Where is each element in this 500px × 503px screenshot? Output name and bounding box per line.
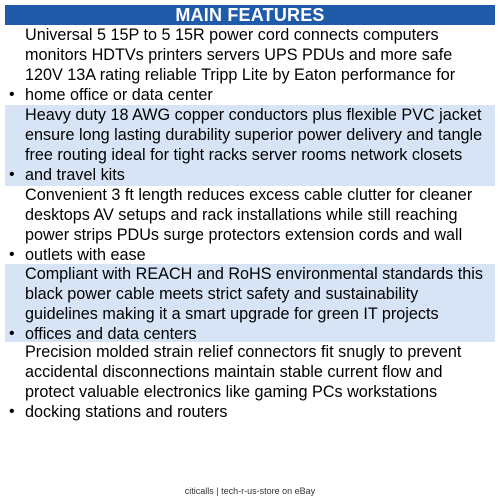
feature-item-2 (5, 105, 495, 186)
feature-item-5 (5, 342, 495, 422)
feature-text (25, 105, 495, 185)
feature-line: power strips PDUs surge protectors extension cords and wall (25, 226, 463, 244)
feature-line: ensure long lasting durability superior power delivery and tangle (25, 126, 483, 144)
feature-line: docking stations and routers (25, 403, 228, 421)
bullet-icon: • (9, 325, 15, 342)
feature-text (25, 185, 495, 265)
feature-line: home office or data center (25, 86, 213, 104)
feature-item-3 (5, 185, 495, 266)
feature-line: monitors HDTVs printers servers UPS PDUs and more safe (25, 46, 453, 64)
feature-line: Universal 5 15P to 5 15R power cord connects computers (25, 26, 439, 44)
feature-line: outlets with ease (25, 246, 146, 264)
feature-line: accidental disconnections maintain stable current flow and (25, 363, 443, 381)
header-title: MAIN FEATURES (175, 5, 325, 25)
feature-line: guidelines making it a smart upgrade for green IT projects (25, 305, 439, 323)
feature-line: black power cable meets strict safety and sustainability (25, 285, 419, 303)
feature-line: protect valuable electronics like gaming PCs workstations (25, 383, 438, 401)
feature-line: and travel kits (25, 166, 125, 184)
feature-line: Precision molded strain relief connectors fit snugly to prevent (25, 343, 462, 361)
footer-credit: citicalls | tech-r-us-store on eBay (184, 486, 316, 496)
main-features-header (5, 5, 495, 25)
feature-text (25, 264, 495, 344)
bullet-icon: • (9, 403, 15, 420)
feature-line: offices and data centers (25, 325, 197, 343)
feature-line: Convenient 3 ft length reduces excess cable clutter for cleaner (25, 186, 473, 204)
feature-line: Heavy duty 18 AWG copper conductors plus flexible PVC jacket (25, 106, 482, 124)
feature-item-4 (5, 264, 495, 342)
feature-line: desktops AV setups and rack installations while still reaching (25, 206, 458, 224)
bullet-icon: • (9, 246, 15, 263)
bullet-icon: • (9, 166, 15, 183)
bullet-icon: • (9, 86, 15, 103)
feature-line: free routing ideal for tight racks server rooms network closets (25, 146, 463, 164)
feature-line: Compliant with REACH and RoHS environmental standards this (25, 265, 483, 283)
feature-item-1 (5, 25, 495, 106)
feature-text (25, 342, 495, 422)
feature-line: 120V 13A rating reliable Tripp Lite by Eaton performance for (25, 66, 456, 84)
feature-text (25, 25, 495, 105)
